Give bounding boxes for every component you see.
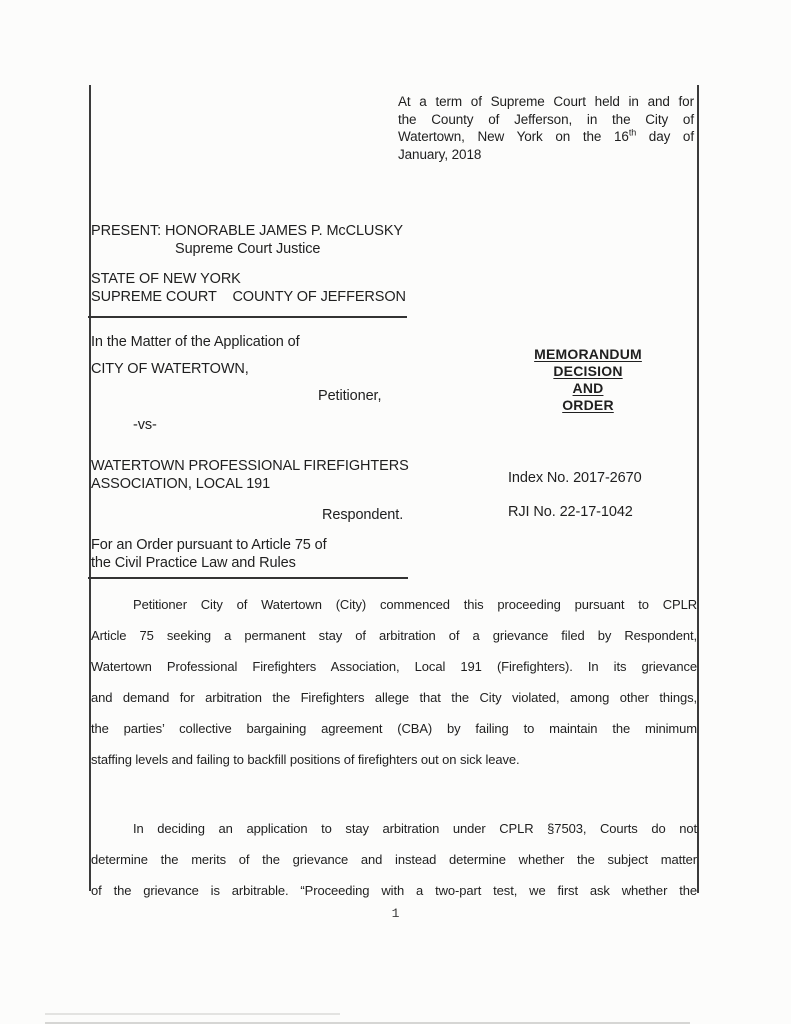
vs-label: -vs-: [133, 417, 157, 433]
index-number: Index No. 2017-2670: [508, 470, 642, 486]
justice-line: Supreme Court Justice: [175, 241, 321, 257]
para-line: of the grievance is arbitrable. “Proceeding with a two-part test, we first ask whether the: [91, 883, 697, 898]
petitioner-name: CITY OF WATERTOWN,: [91, 361, 249, 377]
paragraph-2: [91, 813, 697, 906]
para-line: the parties’ collective bargaining agreement (CBA) by failing to maintain the minimum: [91, 721, 697, 736]
petitioner-label: Petitioner,: [318, 388, 382, 404]
court-county-line: SUPREME COURT COUNTY OF JEFFERSON: [91, 289, 406, 305]
term-line: January, 2018: [398, 146, 482, 162]
para-line: Watertown Professional Firefighters Association, Local 191 (Firefighters). In its grievance: [91, 659, 697, 674]
para-line: Petitioner City of Watertown (City) commenced this proceeding pursuant to CPLR: [133, 597, 697, 612]
state-line: STATE OF NEW YORK: [91, 271, 241, 287]
relief-line-2: the Civil Practice Law and Rules: [91, 555, 296, 571]
respondent-name-line-1: WATERTOWN PROFESSIONAL FIREFIGHTERS: [91, 458, 409, 474]
para-line: staffing levels and failing to backfill positions of firefighters out on sick leave.: [91, 752, 520, 767]
term-line: Watertown, New York on the 16th day of: [398, 127, 694, 144]
ordinal-superscript: th: [628, 127, 637, 138]
term-statement: [398, 93, 694, 163]
paragraph-1: [91, 589, 697, 775]
caption-divider-bottom: [88, 577, 408, 579]
decision-body: [91, 589, 697, 906]
page-number: 1: [391, 906, 400, 921]
rji-number: RJI No. 22-17-1042: [508, 504, 633, 520]
memo-title-line: AND: [572, 380, 604, 396]
respondent-name: [91, 457, 409, 493]
memo-title-line: MEMORANDUM: [534, 346, 642, 362]
present-block: [91, 222, 403, 258]
para-line: determine the merits of the grievance and instead determine whether the subject matter: [91, 852, 697, 867]
para-line: In deciding an application to stay arbitration under CPLR §7503, Courts do not: [133, 821, 697, 836]
term-line: At a term of Supreme Court held in and for: [398, 94, 694, 109]
present-line: PRESENT: HONORABLE JAMES P. McCLUSKY: [91, 223, 403, 239]
right-bracket-line: [697, 85, 699, 893]
memo-title: [512, 346, 664, 414]
para-line: and demand for arbitration the Firefighters allege that the City violated, among other things,: [91, 690, 697, 705]
respondent-name-line-2: ASSOCIATION, LOCAL 191: [91, 476, 271, 492]
relief-block: [91, 536, 327, 572]
para-line: Article 75 seeking a permanent stay of arbitration of a grievance filed by Respondent,: [91, 628, 697, 643]
relief-line-1: For an Order pursuant to Article 75 of: [91, 537, 327, 553]
matter-line: In the Matter of the Application of: [91, 334, 300, 350]
term-line: the County of Jefferson, in the City of: [398, 111, 694, 127]
memo-title-line: DECISION: [553, 363, 623, 379]
scan-artifact-line: [45, 1013, 340, 1015]
court-block: [91, 270, 406, 306]
memo-title-line: ORDER: [562, 397, 614, 413]
respondent-label: Respondent.: [322, 507, 404, 523]
caption-divider-top: [88, 316, 407, 318]
